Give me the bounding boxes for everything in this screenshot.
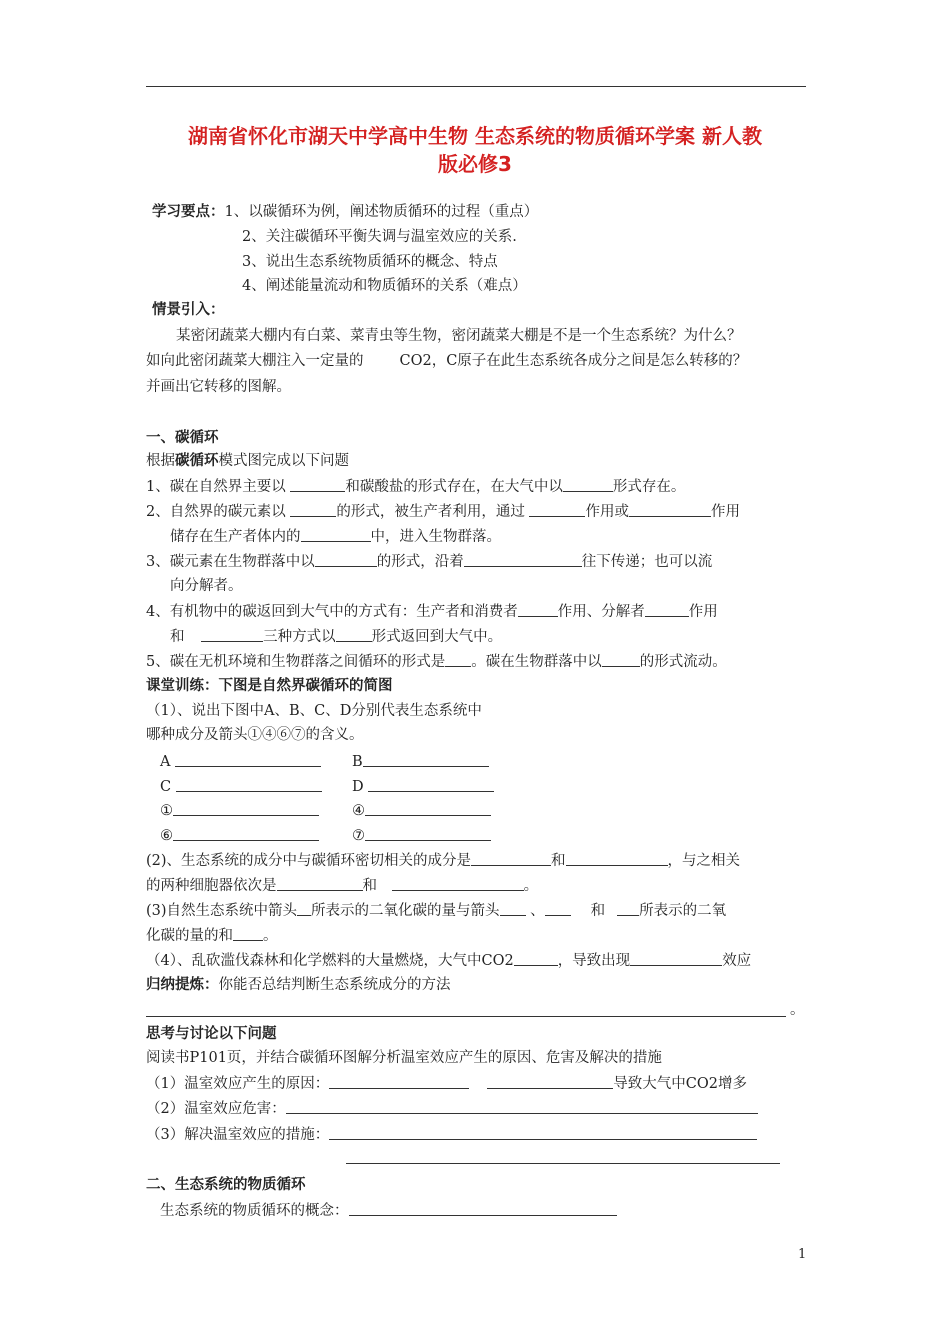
question-1: 1、碳在自然界主要以 和碳酸盐的形式存在，在大气中以 形式存在。	[146, 476, 685, 497]
question-4-cont: 和 三种方式以 形式返回到大气中。	[170, 626, 502, 647]
practice-q1: （1）、说出下图中A、B、C、D分别代表生态系统中	[146, 703, 482, 719]
blank[interactable]	[529, 501, 585, 517]
question-5: 5、碳在无机环境和生物群落之间循环的形式是 。碳在生物群落中以 的形式流动。	[146, 651, 727, 672]
blank[interactable]	[464, 551, 582, 567]
answer-row: ⑥	[160, 825, 319, 846]
blank[interactable]	[336, 626, 372, 642]
answer-row: C	[160, 776, 322, 797]
summary-row: 归纳提炼：你能否总结判断生态系统成分的方法	[146, 977, 451, 993]
blank[interactable]	[286, 1098, 758, 1114]
answer-row: A	[160, 751, 321, 772]
blank[interactable]	[349, 1200, 617, 1216]
blank[interactable]	[329, 1124, 757, 1140]
blank[interactable]	[368, 776, 494, 792]
objectives-label: 学习要点：	[152, 204, 225, 220]
blank[interactable]	[487, 1073, 613, 1089]
intro-paragraph-3: 并画出它转移的图解。	[146, 379, 291, 395]
blank[interactable]	[301, 526, 371, 542]
practice-q1-cont: 哪种成分及箭头①④⑥⑦的含义。	[146, 727, 364, 743]
answer-row: D	[352, 776, 494, 797]
objective-item: 2、关注碳循环平衡失调与温室效应的关系.	[242, 229, 517, 245]
intro-paragraph-2: 如向此密闭蔬菜大棚注入一定量的 CO2，C原子在此生态系统各成分之间是怎么转移的？	[146, 353, 748, 369]
page-number: 1	[798, 1247, 807, 1262]
practice-heading: 课堂训练：下图是自然界碳循环的简图	[146, 678, 393, 694]
question-3-cont: 向分解者。	[170, 578, 243, 594]
blank[interactable]	[602, 651, 640, 667]
blank[interactable]	[630, 950, 722, 966]
blank[interactable]	[297, 900, 311, 916]
header-rule	[146, 86, 806, 87]
discussion-q3: （3）解决温室效应的措施：	[146, 1124, 757, 1145]
blank[interactable]	[173, 825, 319, 841]
practice-q2: (2)、生态系统的成分中与碳循环密切相关的成分是 和 ，与之相关	[146, 850, 740, 871]
practice-q2-cont: 的两种细胞器依次是 和 。	[146, 875, 538, 896]
blank[interactable]	[645, 601, 689, 617]
blank[interactable]	[290, 501, 336, 517]
section1-lead: 根据碳循环模式图完成以下问题	[146, 453, 349, 469]
blank[interactable]	[514, 950, 558, 966]
blank[interactable]	[277, 875, 363, 891]
objectives-row-1	[152, 202, 538, 222]
objective-item: 3、说出生态系统物质循环的概念、特点	[242, 254, 498, 270]
blank[interactable]	[545, 900, 571, 916]
intro-paragraph: 某密闭蔬菜大棚内有白菜、菜青虫等生物，密闭蔬菜大棚是不是一个生态系统？为什么？	[176, 328, 742, 344]
answer-line[interactable]	[346, 1163, 780, 1164]
blank[interactable]	[471, 850, 551, 866]
blank[interactable]	[445, 651, 471, 667]
question-2: 2、自然界的碳元素以 的形式，被生产者利用，通过 作用或 作用	[146, 501, 740, 522]
blank[interactable]	[365, 800, 491, 816]
question-2-cont: 储存在生产者体内的 中，进入生物群落。	[170, 526, 501, 547]
section-heading-material-cycle: 二、生态系统的物质循环	[146, 1177, 306, 1193]
intro-label: 情景引入：	[152, 302, 225, 318]
blank[interactable]	[629, 501, 711, 517]
blank[interactable]	[329, 1073, 469, 1089]
discussion-lead: 阅读书P101页，并结合碳循环图解分析温室效应产生的原因、危害及解决的措施	[146, 1050, 662, 1066]
objective-item: 4、阐述能量流动和物质循环的关系（难点）	[242, 278, 527, 294]
question-4: 4、有机物中的碳返回到大气中的方式有：生产者和消费者 作用、分解者 作用	[146, 601, 718, 622]
answer-row: B	[352, 751, 489, 772]
blank[interactable]	[175, 751, 321, 767]
blank[interactable]	[290, 476, 345, 492]
practice-q4: （4）、乱砍滥伐森林和化学燃料的大量燃烧，大气中CO2 ，导致出现 效应	[146, 950, 751, 971]
blank[interactable]	[233, 925, 263, 941]
blank[interactable]	[315, 551, 377, 567]
document-title-line2: 版必修3	[438, 152, 512, 176]
discussion-q2: （2）温室效应危害：	[146, 1098, 758, 1119]
blank[interactable]	[566, 850, 668, 866]
answer-row: ④	[352, 800, 491, 821]
blank[interactable]	[176, 776, 322, 792]
blank[interactable]	[365, 825, 491, 841]
blank[interactable]	[518, 601, 558, 617]
answer-line[interactable]	[146, 1016, 786, 1017]
blank[interactable]	[500, 900, 526, 916]
practice-q3: (3)自然生态系统中箭头 所表示的二氧化碳的量与箭头 、 和 所表示的二氧	[146, 900, 726, 921]
discussion-heading: 思考与讨论以下问题	[146, 1026, 277, 1042]
document-title: 湖南省怀化市湖天中学高中生物 生态系统的物质循环学案 新人教	[188, 124, 762, 148]
objective-item: 1、以碳循环为例，阐述物质循环的过程（重点）	[224, 204, 539, 220]
blank[interactable]	[363, 751, 489, 767]
summary-end: 。	[790, 1002, 805, 1018]
answer-row: ①	[160, 800, 319, 821]
question-3: 3、碳元素在生物群落中以 的形式，沿着 往下传递；也可以流	[146, 551, 712, 572]
concept-row: 生态系统的物质循环的概念：	[160, 1200, 617, 1221]
blank[interactable]	[563, 476, 613, 492]
answer-row: ⑦	[352, 825, 491, 846]
section-heading-carbon-cycle: 一、碳循环	[146, 430, 219, 446]
blank[interactable]	[392, 875, 524, 891]
practice-q3-cont: 化碳的量的和 。	[146, 925, 278, 946]
blank[interactable]	[201, 626, 263, 642]
blank[interactable]	[617, 900, 639, 916]
blank[interactable]	[173, 800, 319, 816]
discussion-q1: （1）温室效应产生的原因： 导致大气中CO2增多	[146, 1073, 747, 1094]
